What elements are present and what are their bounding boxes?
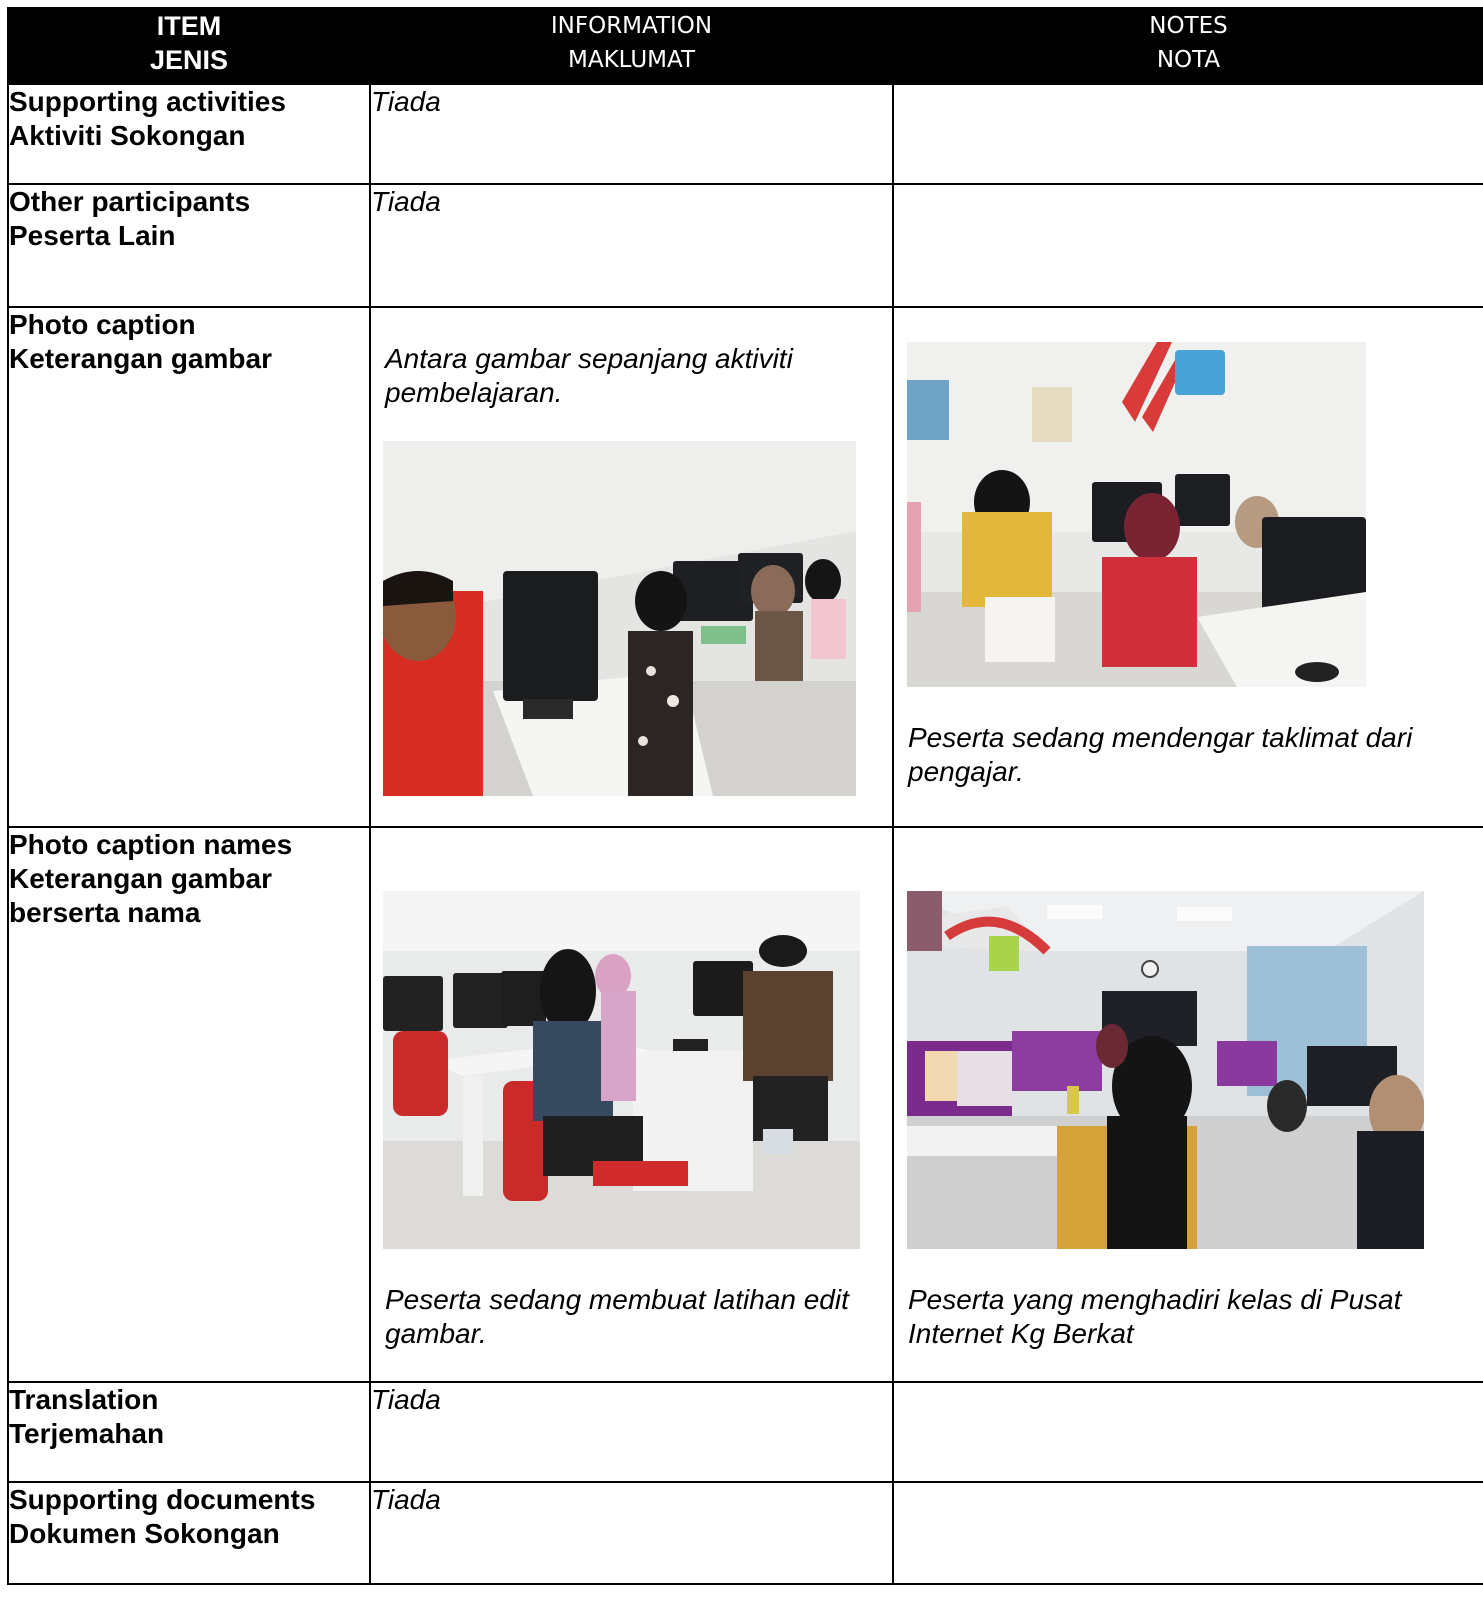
label-en: Supporting documents (9, 1484, 316, 1515)
photo-computer-lab-learning (383, 441, 856, 796)
photo-internet-centre-class (907, 891, 1424, 1249)
photo-caption-text: Antara gambar sepanjang aktiviti pembelajaran. (385, 343, 793, 408)
label-en: Translation (9, 1384, 159, 1415)
header-information-en: INFORMATION (550, 13, 713, 39)
photo-caption-text: Peserta sedang mendengar taklimat dari pengajar. (908, 722, 1413, 787)
row-photo-caption (8, 307, 1483, 827)
row-label (8, 184, 370, 307)
information-cell: Tiada (370, 1382, 893, 1482)
row-label (8, 827, 370, 1382)
row-other-participants (8, 184, 1483, 307)
label-ms: Terjemahan (9, 1418, 165, 1449)
notes-cell (893, 1382, 1483, 1482)
row-label (8, 307, 370, 827)
row-label (8, 1382, 370, 1482)
header-notes-en: NOTES (1149, 13, 1228, 39)
notes-cell (893, 827, 1483, 1382)
photo-caption-text: Peserta yang menghadiri kelas di Pusat Internet Kg Berkat (908, 1284, 1402, 1349)
label-ms: Peserta Lain (9, 220, 176, 251)
information-cell: Tiada (370, 184, 893, 307)
notes-cell (893, 184, 1483, 307)
header-item (8, 8, 370, 84)
label-ms: Keterangan gambar (9, 343, 272, 374)
row-supporting-activities (8, 84, 1483, 184)
notes-cell (893, 307, 1483, 827)
label-en: Other participants (9, 186, 251, 217)
header-information (370, 8, 893, 84)
label-ms: Keterangan gambar (9, 863, 272, 894)
notes-cell (893, 1482, 1483, 1584)
information-cell: Tiada (370, 1482, 893, 1584)
header-notes (893, 8, 1483, 84)
information-cell (370, 827, 893, 1382)
photo-caption-text: Peserta sedang membuat latihan edit gambar. (385, 1284, 849, 1349)
label-en: Supporting activities (9, 86, 286, 117)
row-supporting-documents (8, 1482, 1483, 1584)
row-photo-caption-names (8, 827, 1483, 1382)
information-cell (370, 307, 893, 827)
label-en: Photo caption names (9, 829, 293, 860)
information-cell: Tiada (370, 84, 893, 184)
header-information-ms: MAKLUMAT (567, 47, 695, 73)
photo-photo-editing-exercise (383, 891, 860, 1249)
header-item-en: ITEM (156, 11, 222, 41)
header-item-ms: JENIS (149, 45, 229, 75)
label-ms: Aktiviti Sokongan (9, 120, 246, 151)
label-ms: Dokumen Sokongan (9, 1518, 280, 1549)
header-notes-ms: NOTA (1156, 47, 1221, 73)
label-ms: berserta nama (9, 897, 201, 928)
row-label (8, 1482, 370, 1584)
label-en: Photo caption (9, 309, 196, 340)
header-row (8, 8, 1483, 84)
row-translation (8, 1382, 1483, 1482)
photo-participants-briefing (907, 342, 1366, 687)
row-label (8, 84, 370, 184)
notes-cell (893, 84, 1483, 184)
report-table (7, 7, 1483, 1585)
